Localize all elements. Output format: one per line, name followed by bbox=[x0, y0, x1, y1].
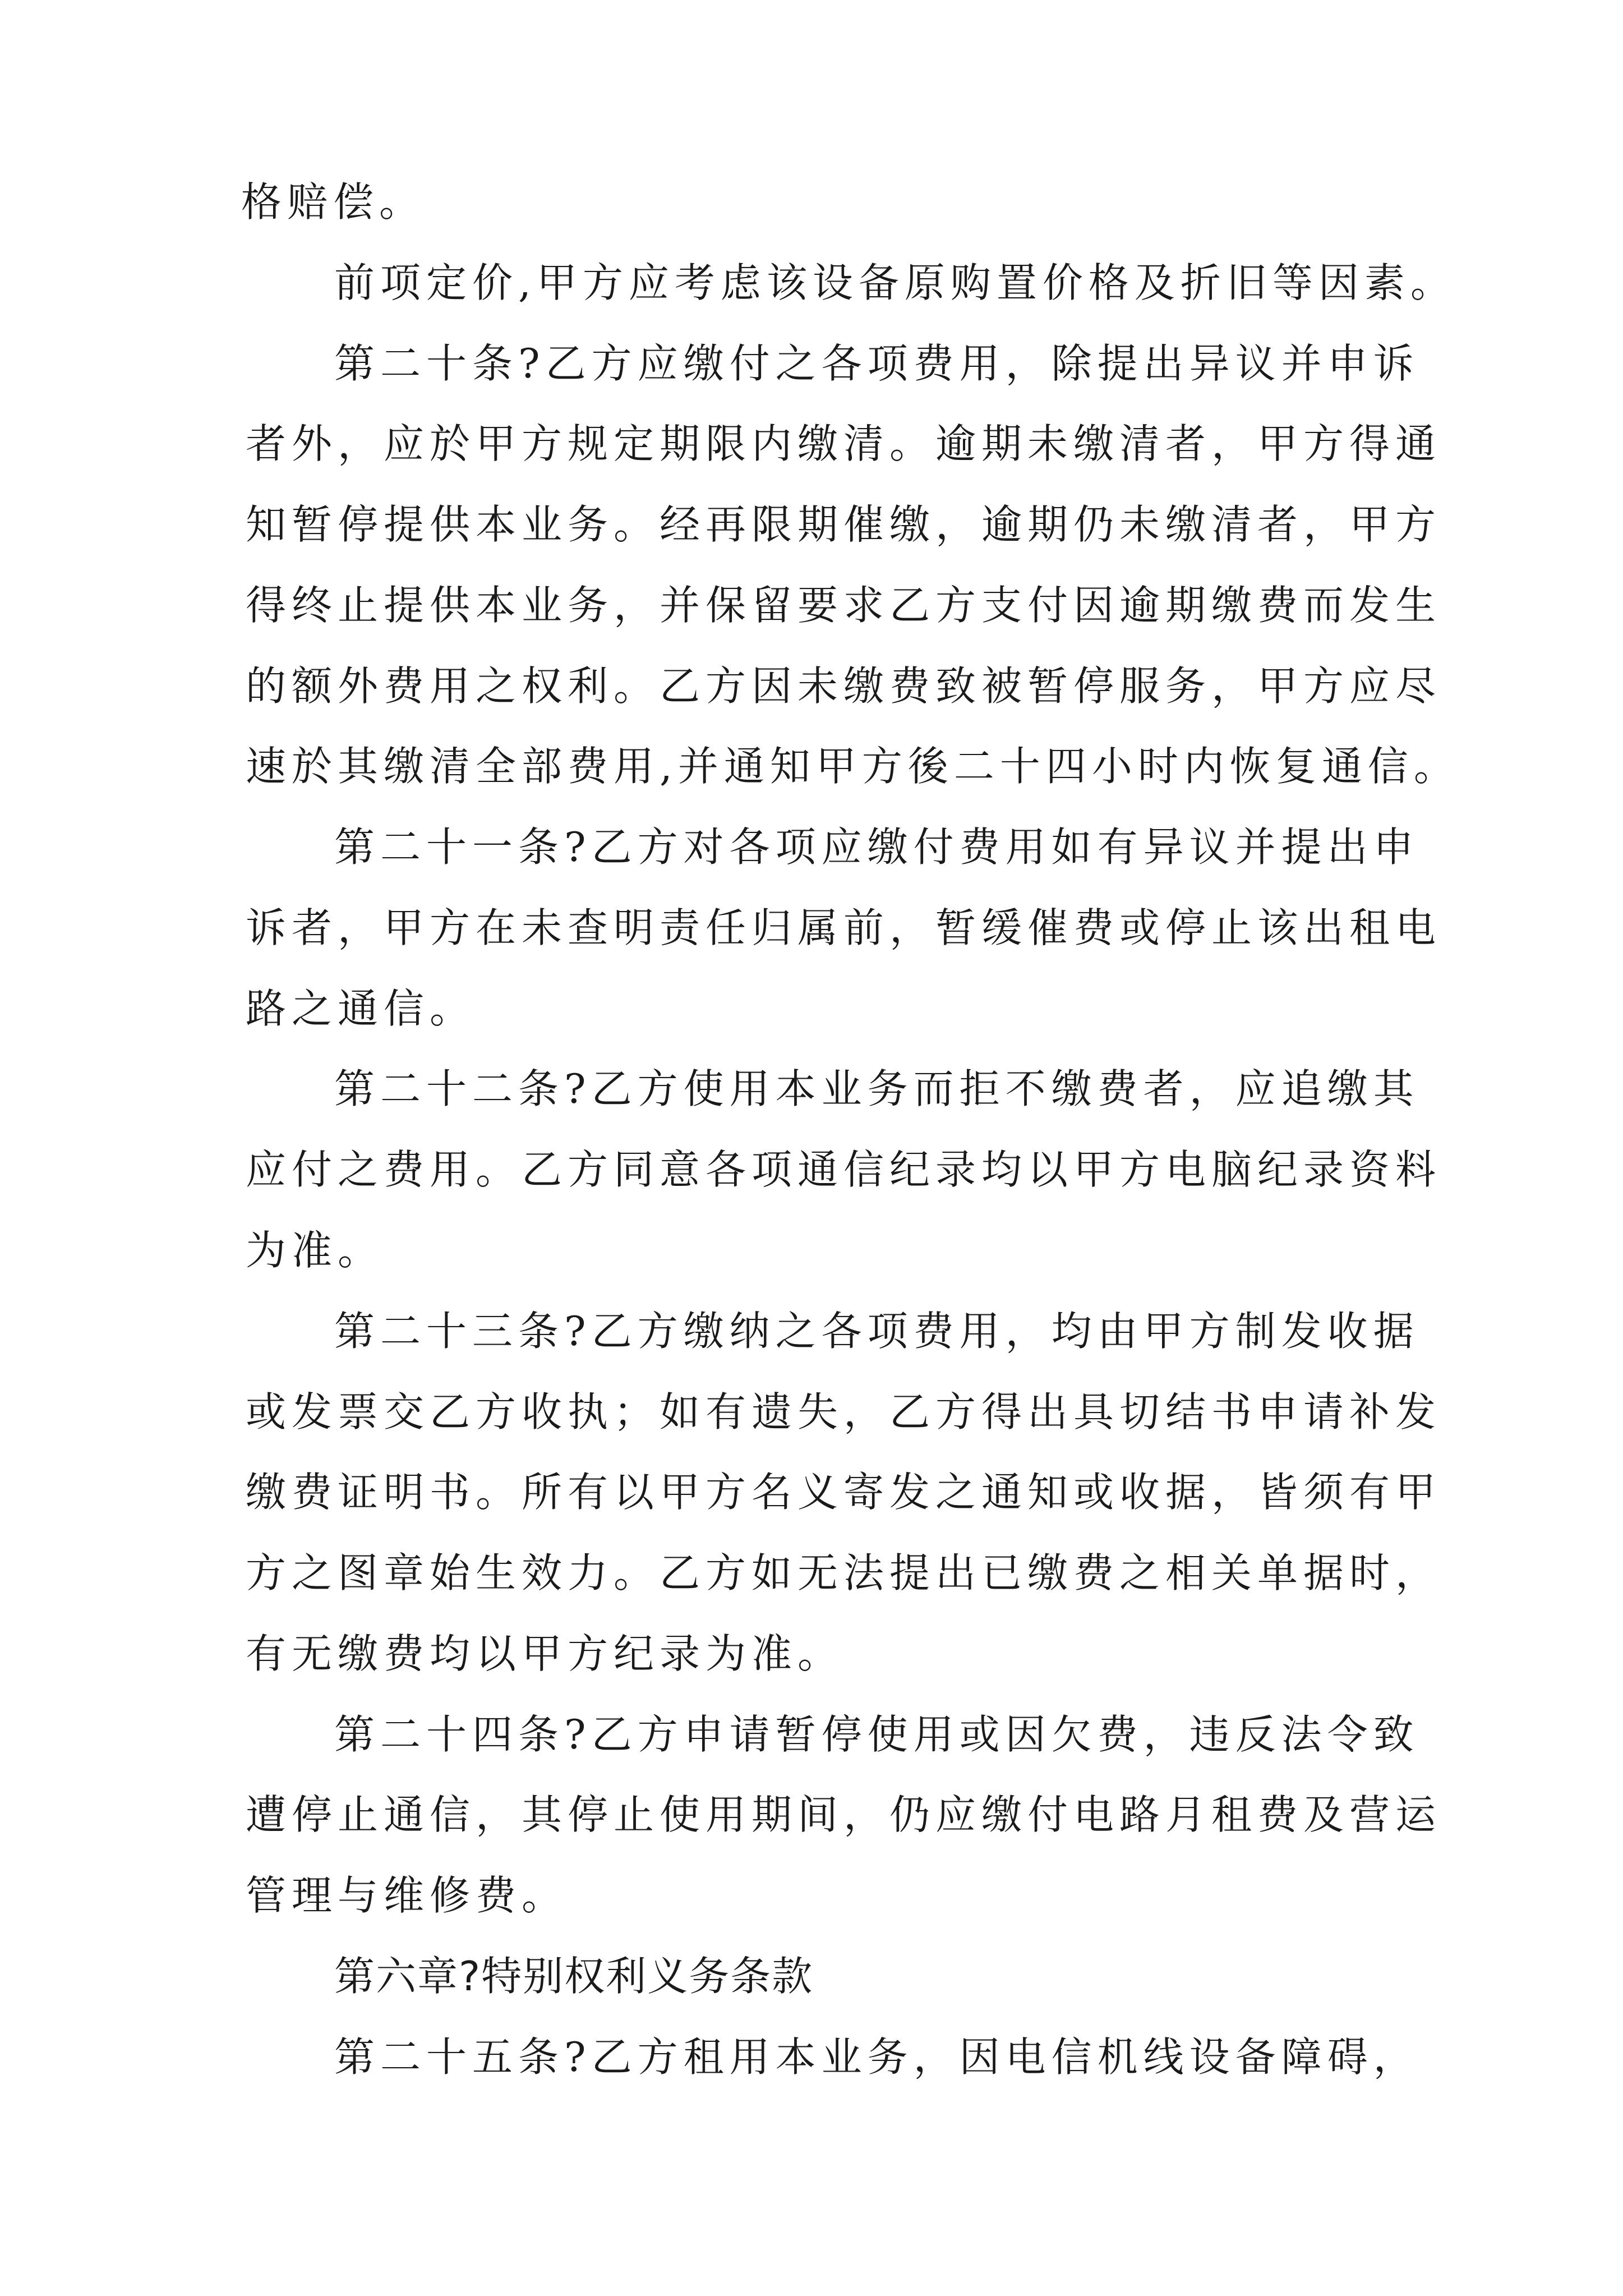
text-line-10: 诉者，甲方在未查明责任归属前，暂缓催费或停止该出租电 bbox=[246, 904, 1442, 951]
text-line-15: 第二十三条?乙方缴纳之各项费用，均由甲方制发收据 bbox=[334, 1308, 1419, 1355]
text-line-14: 为准。 bbox=[246, 1227, 384, 1274]
text-line-8: 速於其缴清全部费用,并通知甲方後二十四小时内恢复通信。 bbox=[246, 743, 1460, 790]
text-line-3: 第二十条?乙方应缴付之各项费用，除提出异议并申诉 bbox=[334, 340, 1419, 387]
chapter-heading: 第六章?特别权利义务条款 bbox=[334, 1953, 814, 2000]
text-line-16: 或发票交乙方收执；如有遗失，乙方得出具切结书申请补发 bbox=[246, 1388, 1442, 1435]
text-line-12: 第二十二条?乙方使用本业务而拒不缴费者，应追缴其 bbox=[334, 1065, 1419, 1112]
text-line-13: 应付之费用。乙方同意各项通信纪录均以甲方电脑纪录资料 bbox=[246, 1146, 1442, 1193]
text-line-20: 第二十四条?乙方申请暂停使用或因欠费，违反法令致 bbox=[334, 1711, 1419, 1758]
text-line-22: 管理与维修费。 bbox=[246, 1872, 568, 1919]
text-line-11: 路之通信。 bbox=[246, 985, 476, 1032]
text-line-6: 得终止提供本业务，并保留要求乙方支付因逾期缴费而发生 bbox=[246, 582, 1442, 629]
text-line-17: 缴费证明书。所有以甲方名义寄发之通知或收据，皆须有甲 bbox=[246, 1469, 1442, 1516]
text-line-5: 知暂停提供本业务。经再限期催缴，逾期仍未缴清者，甲方 bbox=[246, 501, 1442, 548]
text-line-21: 遭停止通信，其停止使用期间，仍应缴付电路月租费及营运 bbox=[246, 1791, 1442, 1838]
text-line-19: 有无缴费均以甲方纪录为准。 bbox=[246, 1630, 844, 1677]
text-line-7: 的额外费用之权利。乙方因未缴费致被暂停服务，甲方应尽 bbox=[246, 662, 1442, 710]
text-line-18: 方之图章始生效力。乙方如无法提出已缴费之相关单据时， bbox=[246, 1549, 1442, 1596]
text-line-2: 前项定价,甲方应考虑该设备原购置价格及折旧等因素。 bbox=[334, 259, 1456, 306]
text-line-4: 者外，应於甲方规定期限内缴清。逾期未缴清者，甲方得通 bbox=[246, 420, 1442, 467]
text-line-24: 第二十五条?乙方租用本业务，因电信机线设备障碍， bbox=[334, 2033, 1419, 2081]
text-line-9: 第二十一条?乙方对各项应缴付费用如有异议并提出申 bbox=[334, 823, 1419, 871]
text-line-1: 格赔偿。 bbox=[241, 178, 426, 226]
